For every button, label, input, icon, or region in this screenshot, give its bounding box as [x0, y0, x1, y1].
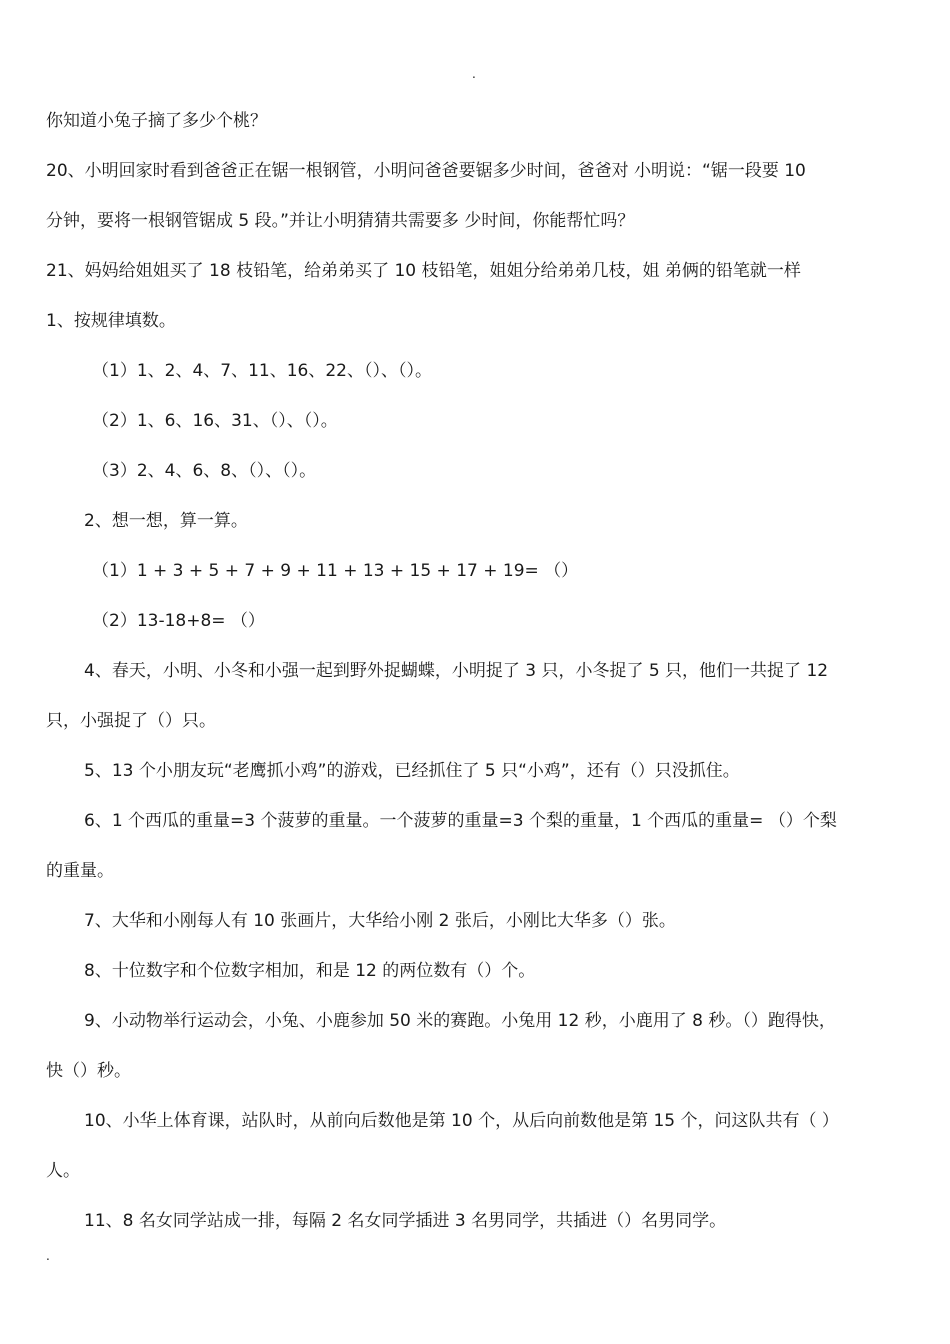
question-5: 5、13 个小朋友玩“老鹰抓小鸡”的游戏，已经抓住了 5 只“小鸡”，还有（）只没抓住。: [84, 761, 740, 781]
question-9-line-2: 快（）秒。: [46, 1061, 131, 1081]
sequence-item-1: （1）1、2、4、7、11、16、22、（）、（）。: [92, 361, 432, 381]
sequence-item-3: （3）2、4、6、8、（）、（）。: [92, 461, 317, 481]
question-4-line-2: 只，小强捉了（）只。: [46, 711, 216, 731]
calc-item-1: （1）1 + 3 + 5 + 7 + 9 + 11 + 13 + 15 + 17 + 19= （）: [92, 561, 579, 581]
section-2-heading: 2、想一想，算一算。: [84, 511, 248, 531]
section-1-heading: 1、按规律填数。: [46, 311, 176, 331]
question-10-line-2: 人。: [46, 1161, 80, 1181]
text-line: 你知道小兔子摘了多少个桃？: [46, 111, 267, 131]
question-11: 11、8 名女同学站成一排，每隔 2 名女同学插进 3 名男同学，共插进（）名男同学。: [84, 1211, 727, 1231]
header-dot: .: [472, 67, 476, 81]
question-20-line-2: 分钟，要将一根钢管锯成 5 段。”并让小明猜猜共需要多 少时间，你能帮忙吗？: [46, 211, 635, 231]
question-4-line-1: 4、春天，小明、小冬和小强一起到野外捉蝴蝶，小明捉了 3 只，小冬捉了 5 只，他们一共捉了 12: [84, 661, 829, 681]
question-6-line-2: 的重量。: [46, 861, 114, 881]
calc-item-2: （2）13-18+8= （）: [92, 611, 265, 631]
question-21: 21、妈妈给姐姐买了 18 枝铅笔，给弟弟买了 10 枝铅笔，姐姐分给弟弟几枝，姐 弟俩的铅笔就一样: [46, 261, 801, 281]
footer-dot: .: [46, 1249, 50, 1263]
question-8: 8、十位数字和个位数字相加，和是 12 的两位数有（）个。: [84, 961, 536, 981]
question-10-line-1: 10、小华上体育课，站队时，从前向后数他是第 10 个，从后向前数他是第 15 个，问这队共有（ ）: [84, 1111, 839, 1131]
sequence-item-2: （2）1、6、16、31、（）、（）。: [92, 411, 338, 431]
question-6-line-1: 6、1 个西瓜的重量=3 个菠萝的重量。一个菠萝的重量=3 个梨的重量，1 个西瓜的重量= （）个梨: [84, 811, 837, 831]
question-7: 7、大华和小刚每人有 10 张画片，大华给小刚 2 张后，小刚比大华多（）张。: [84, 911, 676, 931]
document-body: [46, 96, 908, 1246]
question-20-line-1: 20、小明回家时看到爸爸正在锯一根钢管，小明问爸爸要锯多少时间，爸爸对 小明说：“锯一段要 10: [46, 161, 806, 181]
question-9-line-1: 9、小动物举行运动会，小兔、小鹿参加 50 米的赛跑。小兔用 12 秒，小鹿用了 8 秒。（）跑得快，: [84, 1011, 836, 1031]
